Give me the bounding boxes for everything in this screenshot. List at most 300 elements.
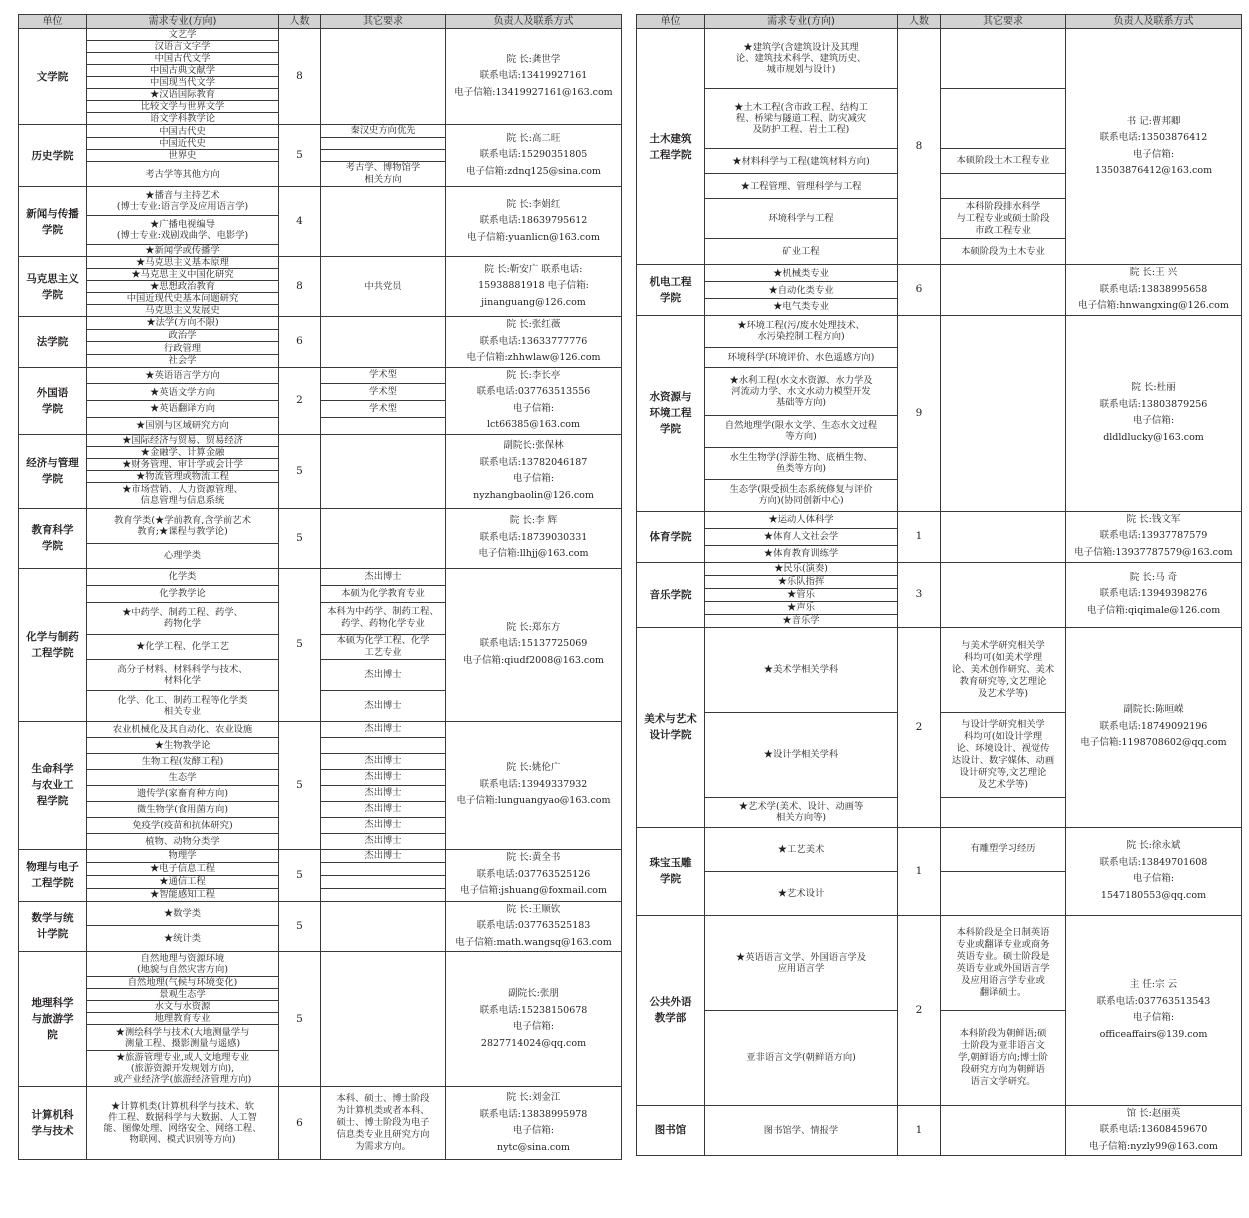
major-cell: ★艺术学(美术、设计、动画等 相关方向等) <box>705 797 898 827</box>
other-requirement <box>321 888 446 901</box>
contact-line: 联系电话:037763513543 <box>1096 995 1211 1007</box>
contact-info <box>1066 627 1242 827</box>
contact-line: officeaffairs@139.com <box>1099 1028 1208 1040</box>
major-cell: ★旅游管理专业,或人文地理专业 (旅游资源开发规划方向), 或产业经济学(旅游经济管理方向) <box>87 1051 279 1087</box>
other-requirement <box>941 511 1066 562</box>
other-requirement <box>321 138 446 150</box>
major-cell: ★体育教育训练学 <box>705 545 898 562</box>
left-table-panel <box>18 14 622 1160</box>
table-row <box>637 827 1242 871</box>
major-cell: 化学、化工、制药工程等化学类 相关专业 <box>87 690 279 721</box>
other-requirement <box>321 952 446 1087</box>
contact-line: dldldlucky@163.com <box>1103 431 1204 443</box>
headcount: 8 <box>898 29 941 265</box>
major-cell: 水文与水资源 <box>87 1001 279 1013</box>
other-requirement: 杰出博士 <box>321 785 446 801</box>
major-cell: 化学类 <box>87 568 279 585</box>
contact-line: 联系电话:15238150678 <box>479 1004 588 1016</box>
other-requirement: 学术型 <box>321 384 446 401</box>
contact-info <box>446 901 622 952</box>
contact-info <box>446 568 622 721</box>
headcount: 3 <box>898 562 941 627</box>
other-requirement <box>941 797 1066 827</box>
major-cell: ★财务管理、审计学或会计学 <box>87 458 279 470</box>
major-cell: 比较文学与世界文学 <box>87 101 279 113</box>
headcount: 8 <box>279 29 321 125</box>
other-requirement <box>321 875 446 888</box>
major-cell: ★英语文学方向 <box>87 384 279 401</box>
contact-line: 电子信箱:qiudf2008@163.com <box>463 654 604 666</box>
contact-line: 电子信箱:hnwangxing@126.com <box>1078 300 1229 311</box>
other-requirement: 秦汉史方向优先 <box>321 125 446 138</box>
contact-info <box>1066 827 1242 915</box>
unit-name: 教育科学 学院 <box>19 508 87 568</box>
headcount: 1 <box>898 827 941 915</box>
unit-name: 图书馆 <box>637 1105 705 1156</box>
contact-person: 院 长:李娟红 <box>506 198 561 210</box>
major-cell: ★管乐 <box>705 588 898 601</box>
contact-info <box>446 952 622 1087</box>
unit-name: 机电工程 学院 <box>637 265 705 316</box>
major-cell: 教育学类(★学前教育,含学前艺术 教育;★课程与教学论) <box>87 508 279 543</box>
table-row <box>637 627 1242 712</box>
major-cell: 自然地理学(限水文学、生态水文过程 等方向) <box>705 415 898 447</box>
contact-line: 电子信箱:1198708602@qq.com <box>1080 737 1227 749</box>
contact-line: 电子信箱: <box>1132 415 1175 426</box>
major-cell: ★英语翻译方向 <box>87 401 279 418</box>
other-requirement: 本硕为化学工程、化学 工艺专业 <box>321 634 446 659</box>
contact-info <box>446 1087 622 1160</box>
header-major: 需求专业(方向) <box>87 15 279 29</box>
major-cell: 环境科学与工程 <box>705 199 898 239</box>
contact-line: 联系电话:13838995658 <box>1099 283 1208 295</box>
other-requirement: 杰出博士 <box>321 817 446 833</box>
headcount: 6 <box>279 317 321 368</box>
contact-line: 电子信箱: <box>1132 1012 1175 1023</box>
other-requirement <box>941 89 1066 149</box>
contact-line: 电子信箱: <box>512 1021 555 1032</box>
contact-person: 院 长:徐永斌 <box>1126 840 1181 851</box>
contact-line: 联系电话:18739030331 <box>479 531 588 543</box>
other-requirement <box>321 508 446 568</box>
table-row <box>637 562 1242 575</box>
contact-person: 主 任:宗 云 <box>1129 979 1178 990</box>
other-requirement <box>941 265 1066 316</box>
major-cell: ★生物教学论 <box>87 737 279 753</box>
contact-person: 书 记:曹邦卿 <box>1126 115 1181 127</box>
unit-name: 地理科学 与旅游学 院 <box>19 952 87 1087</box>
table-row <box>19 29 622 41</box>
major-cell: ★国际经济与贸易、贸易经济 <box>87 434 279 446</box>
major-cell: ★运动人体科学 <box>705 511 898 528</box>
header-unit: 单位 <box>637 15 705 29</box>
other-requirement <box>321 901 446 952</box>
header-major: 需求专业(方向) <box>705 15 898 29</box>
contact-info <box>1066 562 1242 627</box>
other-requirement: 中共党员 <box>321 257 446 317</box>
contact-person: 院 长:李 辉 <box>509 515 558 527</box>
major-cell: ★广播电视编导 (博士专业:戏剧戏曲学、电影学) <box>87 216 279 245</box>
table-row <box>19 367 622 384</box>
headcount: 5 <box>279 568 321 721</box>
contact-info <box>1066 265 1242 316</box>
major-cell: ★自动化类专业 <box>705 282 898 299</box>
major-cell: 马克思主义发展史 <box>87 305 279 317</box>
other-requirement <box>941 562 1066 627</box>
contact-line: lct66385@163.com <box>486 419 581 430</box>
contact-info <box>446 434 622 508</box>
contact-line: 电子信箱:zdnq125@sina.com <box>466 165 601 177</box>
contact-info <box>1066 29 1242 265</box>
contact-line: 电子信箱: <box>512 1125 555 1136</box>
major-cell: 中国古典文献学 <box>87 65 279 77</box>
other-requirement: 考古学、博物馆学 相关方向 <box>321 162 446 187</box>
contact-line: jinanguang@126.com <box>481 296 586 308</box>
unit-name: 物理与电子 工程学院 <box>19 849 87 901</box>
other-requirement <box>941 29 1066 89</box>
header-count: 人数 <box>279 15 321 29</box>
contact-line: 电子信箱: <box>512 473 555 484</box>
headcount: 5 <box>279 434 321 508</box>
table-row <box>637 1105 1242 1156</box>
contact-line: 电子信箱: <box>512 402 555 414</box>
contact-info <box>1066 915 1242 1105</box>
other-requirement: 本硕为化学教育专业 <box>321 585 446 602</box>
major-cell: ★体育人文社会学 <box>705 528 898 545</box>
contact-line: 1547180553@qq.com <box>1100 889 1207 901</box>
major-cell: 文艺学 <box>87 29 279 41</box>
other-requirement: 杰出博士 <box>321 659 446 690</box>
contact-info <box>446 508 622 568</box>
other-requirement: 杰出博士 <box>321 690 446 721</box>
headcount: 2 <box>279 367 321 434</box>
major-cell: ★统计类 <box>87 925 279 951</box>
other-requirement: 杰出博士 <box>321 568 446 585</box>
unit-name: 体育学院 <box>637 511 705 562</box>
major-cell: ★数学类 <box>87 901 279 925</box>
contact-line: 电子信箱:math.wangsq@163.com <box>455 936 612 948</box>
other-requirement <box>941 871 1066 915</box>
unit-name: 公共外语 教学部 <box>637 915 705 1105</box>
contact-person: 院 长:马 奇 <box>1129 571 1178 583</box>
unit-name: 珠宝玉雕 学院 <box>637 827 705 915</box>
major-cell: ★法学(方向不限) <box>87 317 279 330</box>
contact-line: 联系电话:13937787579 <box>1099 530 1208 542</box>
contact-line: 联系电话:18639795612 <box>479 215 588 227</box>
headcount: 1 <box>898 511 941 562</box>
other-requirement: 有雕塑学习经历 <box>941 827 1066 871</box>
contact-line: 联系电话:037763525183 <box>476 920 591 931</box>
table-row <box>637 265 1242 282</box>
contact-line: 联系电话:15137725069 <box>479 638 588 650</box>
major-cell: ★设计学相关学科 <box>705 712 898 797</box>
table-row <box>19 1087 622 1160</box>
contact-person: 副院长:张朋 <box>508 988 559 999</box>
contact-line: 联系电话:15290351805 <box>479 149 588 161</box>
other-requirement: 杰出博士 <box>321 769 446 785</box>
unit-name: 经济与管理 学院 <box>19 434 87 508</box>
major-cell: ★中药学、制药工程、药学、 药物化学 <box>87 602 279 634</box>
major-cell: ★播音与主持艺术 (博士专业:语言学及应用语言学) <box>87 187 279 216</box>
contact-person: 院 长:李长亭 <box>506 369 561 381</box>
major-cell: 遗传学(家畜育种方向) <box>87 785 279 801</box>
header-contact: 负责人及联系方式 <box>1066 15 1242 29</box>
header-contact: 负责人及联系方式 <box>446 15 622 29</box>
table-row <box>19 721 622 737</box>
contact-info <box>446 257 622 317</box>
header-other: 其它要求 <box>941 15 1066 29</box>
headcount: 5 <box>279 508 321 568</box>
other-requirement: 本硕阶段为土木专业 <box>941 239 1066 265</box>
contact-line: 联系电话:18749092196 <box>1099 720 1208 732</box>
headcount: 5 <box>279 952 321 1087</box>
major-cell: ★化学工程、化学工艺 <box>87 634 279 659</box>
contact-person: 院 长:王顺钦 <box>506 903 561 915</box>
major-cell: ★马克思主义中国化研究 <box>87 269 279 281</box>
major-cell: ★新闻学或传播学 <box>87 245 279 257</box>
contact-person: 馆 长:赵丽英 <box>1126 1107 1181 1119</box>
contact-line: 联系电话:13782046187 <box>479 456 588 468</box>
other-requirement: 与美术学研究相关学 科均可(如美术学理 论、美术创作研究、美术 教育研究等,文艺理论 及艺术学等) <box>941 627 1066 712</box>
contact-line: 电子信箱:yuanlicn@163.com <box>467 231 600 243</box>
contact-line: 联系电话:13949337932 <box>479 778 588 790</box>
right-table-panel <box>636 14 1242 1156</box>
major-cell: 化学教学论 <box>87 585 279 602</box>
other-requirement: 与设计学研究相关学 科均可(如设计学理 论、环境设计、视觉传 达设计、数字媒体、动画 设计研究等,文艺理论 及艺术学等) <box>941 712 1066 797</box>
contact-line: 2827714024@qq.com <box>480 1037 587 1049</box>
table-row <box>19 901 622 925</box>
unit-name: 外国语 学院 <box>19 367 87 434</box>
contact-line: 电子信箱:nyzly99@163.com <box>1089 1140 1218 1152</box>
unit-name: 水资源与 环境工程 学院 <box>637 315 705 511</box>
contact-line: 电子信箱:13419927161@163.com <box>454 86 613 98</box>
major-cell: ★电子信息工程 <box>87 862 279 875</box>
contact-info <box>1066 315 1242 511</box>
headcount: 5 <box>279 849 321 901</box>
major-cell: 水生生物学(浮游生物、底栖生物、 鱼类等方向) <box>705 447 898 479</box>
contact-line: nytc@sina.com <box>497 1141 570 1153</box>
contact-line: 电子信箱:jshuang@foxmail.com <box>459 885 608 897</box>
major-cell: ★土木工程(含市政工程、结构工 程、桥梁与隧道工程、防灾减灾 及防护工程、岩土工程) <box>705 89 898 149</box>
major-cell: ★音乐学 <box>705 614 898 627</box>
contact-line: 联系电话:13838995978 <box>479 1108 588 1120</box>
major-cell: ★测绘科学与技术(大地测量学与 测量工程、摄影测量与遥感) <box>87 1025 279 1051</box>
contact-info <box>446 317 622 368</box>
major-cell: ★英语语言文学、外国语言学及 应用语言学 <box>705 915 898 1010</box>
major-cell: 世界史 <box>87 150 279 162</box>
other-requirement <box>321 434 446 508</box>
headcount: 5 <box>279 721 321 849</box>
major-cell: ★计算机类(计算机科学与技术、软 件工程、数据科学与大数据、人工智 能、图像处理、网络安全、网络工程、 物联网、模式识别等方向) <box>87 1087 279 1160</box>
contact-info <box>1066 511 1242 562</box>
major-cell: 中国古代文学 <box>87 53 279 65</box>
table-header-row <box>637 15 1242 29</box>
contact-person: 院 长:钱文军 <box>1126 513 1181 525</box>
unit-name: 新闻与传播 学院 <box>19 187 87 257</box>
major-cell: ★乐队指挥 <box>705 575 898 588</box>
major-cell: ★环境工程(污/废水处理技术、 水污染控制工程方向) <box>705 315 898 347</box>
other-requirement: 杰出博士 <box>321 753 446 769</box>
unit-name: 生命科学 与农业工 程学院 <box>19 721 87 849</box>
major-cell: 自然地理与资源环境 (地貌与自然灾害方向) <box>87 952 279 977</box>
major-cell: ★通信工程 <box>87 875 279 888</box>
contact-line: 联系电话:13503876412 <box>1099 132 1208 143</box>
other-requirement: 本硕阶段土木工程专业 <box>941 149 1066 174</box>
unit-name: 土木建筑 工程学院 <box>637 29 705 265</box>
major-cell: ★工艺美术 <box>705 827 898 871</box>
other-requirement <box>321 417 446 434</box>
contact-info <box>446 187 622 257</box>
other-requirement: 本科为中药学、制药工程、 药学、药物化学专业 <box>321 602 446 634</box>
table-row <box>19 317 622 330</box>
other-requirement <box>321 737 446 753</box>
other-requirement: 杰出博士 <box>321 801 446 817</box>
table-row <box>19 849 622 862</box>
unit-name: 计算机科 学与技术 <box>19 1087 87 1160</box>
contact-info <box>446 125 622 187</box>
contact-line: 电子信箱:13937787579@163.com <box>1074 546 1233 558</box>
unit-name: 美术与艺术 设计学院 <box>637 627 705 827</box>
major-cell: ★艺术设计 <box>705 871 898 915</box>
headcount: 2 <box>898 915 941 1105</box>
other-requirement: 杰出博士 <box>321 833 446 849</box>
unit-name: 文学院 <box>19 29 87 125</box>
contact-person: 院 长:刘金江 <box>506 1092 561 1103</box>
contact-person: 副院长:张保林 <box>503 440 564 451</box>
contact-line: 电子信箱: <box>1132 148 1175 160</box>
table-row <box>19 568 622 585</box>
header-count: 人数 <box>898 15 941 29</box>
major-cell: 政治学 <box>87 329 279 342</box>
other-requirement: 本科阶段为朝鲜语;硕 士阶段为亚非语言文 学,朝鲜语方向;博士阶 段研究方向为朝鲜语 语言文学研究。 <box>941 1010 1066 1105</box>
table-row <box>19 434 622 446</box>
other-requirement <box>321 862 446 875</box>
major-cell: 微生物学(食用菌方向) <box>87 801 279 817</box>
other-requirement <box>321 29 446 125</box>
contact-person: 院 长:高二旺 <box>506 132 561 144</box>
contact-line: 联系电话:037763525126 <box>476 868 591 880</box>
table-row <box>637 315 1242 347</box>
contact-person: 院 长:姚伦广 <box>506 762 561 774</box>
other-requirement <box>941 174 1066 199</box>
major-cell: 环境科学(环境评价、水色遥感方向) <box>705 347 898 367</box>
major-cell: 中国现当代文学 <box>87 77 279 89</box>
major-cell: ★马克思主义基本原理 <box>87 257 279 269</box>
headcount: 6 <box>898 265 941 316</box>
unit-name: 化学与制药 工程学院 <box>19 568 87 721</box>
major-cell: 中国古代史 <box>87 125 279 138</box>
unit-name: 音乐学院 <box>637 562 705 627</box>
major-cell: 考古学等其他方向 <box>87 162 279 187</box>
other-requirement <box>941 1105 1066 1156</box>
major-cell: 汉语言文字学 <box>87 41 279 53</box>
contact-line: 联系电话:13608459670 <box>1099 1124 1208 1135</box>
major-cell: 生态学 <box>87 769 279 785</box>
major-cell: 语文学科教学论 <box>87 113 279 125</box>
major-cell: ★思想政治教育 <box>87 281 279 293</box>
contact-info <box>1066 1105 1242 1156</box>
major-cell: 社会学 <box>87 354 279 367</box>
table-row <box>19 508 622 543</box>
contact-line: 联系电话:13419927161 <box>479 70 588 82</box>
contact-info <box>446 849 622 901</box>
contact-line: 电子信箱:zhhwlaw@126.com <box>466 352 601 363</box>
header-other: 其它要求 <box>321 15 446 29</box>
other-requirement: 本科、硕士、博士阶段 为计算机类或者本科、 硕士、博士阶段为电子 信息类专业且研究方向 为需求方向。 <box>321 1087 446 1160</box>
major-cell: 生物工程(发酵工程) <box>87 753 279 769</box>
major-cell: 心理学类 <box>87 543 279 568</box>
major-cell: ★工程管理、管理科学与工程 <box>705 174 898 199</box>
contact-line: 联系电话:13849701608 <box>1099 856 1208 868</box>
table-row <box>19 125 622 138</box>
major-cell: 行政管理 <box>87 342 279 355</box>
other-requirement <box>941 315 1066 511</box>
major-cell: ★国别与区域研究方向 <box>87 417 279 434</box>
table-row <box>19 257 622 269</box>
headcount: 8 <box>279 257 321 317</box>
contact-person: 院 长:杜丽 <box>1131 382 1176 393</box>
major-cell: ★汉语国际教育 <box>87 89 279 101</box>
major-cell: ★金融学、计算金融 <box>87 446 279 458</box>
contact-line: 联系电话:13949398276 <box>1099 588 1208 600</box>
major-cell: ★市场营销、人力资源管理、 信息管理与信息系统 <box>87 482 279 508</box>
contact-line: 电子信箱:qiqimale@126.com <box>1086 604 1221 616</box>
major-cell: 免疫学(疫苗和抗体研究) <box>87 817 279 833</box>
table-row <box>19 952 622 977</box>
headcount: 9 <box>898 315 941 511</box>
table-row <box>637 29 1242 89</box>
major-cell: 高分子材料、材料科学与技术、 材料化学 <box>87 659 279 690</box>
major-cell: 地理教育专业 <box>87 1013 279 1025</box>
contact-line: 电子信箱:llhjj@163.com <box>478 548 589 560</box>
header-unit: 单位 <box>19 15 87 29</box>
major-cell: 生态学(限受损生态系统修复与评价 方向)(协同创新中心) <box>705 479 898 511</box>
headcount: 5 <box>279 125 321 187</box>
major-cell: ★材料科学与工程(建筑材料方向) <box>705 149 898 174</box>
other-requirement: 杰出博士 <box>321 849 446 862</box>
major-cell: ★物流管理或物流工程 <box>87 470 279 482</box>
contact-person: 副院长:陈晅嵘 <box>1123 704 1184 716</box>
major-cell: ★建筑学(含建筑设计及其理 论、建筑技术科学、建筑历史、 城市规划与设计) <box>705 29 898 89</box>
major-cell: 中国近现代史基本问题研究 <box>87 293 279 305</box>
contact-person: 院 长:靳安广 联系电话: <box>484 263 583 275</box>
contact-line: 联系电话:13803879256 <box>1099 398 1208 410</box>
headcount: 6 <box>279 1087 321 1160</box>
major-cell: 矿业工程 <box>705 239 898 265</box>
other-requirement: 本科阶段排水科学 与工程专业或硕士阶段 市政工程专业 <box>941 199 1066 239</box>
major-cell: ★美术学相关学科 <box>705 627 898 712</box>
headcount: 1 <box>898 1105 941 1156</box>
major-cell: 图书馆学、情报学 <box>705 1105 898 1156</box>
contact-person: 院 长:王 兴 <box>1129 267 1178 278</box>
contact-line: 13503876412@163.com <box>1094 165 1213 176</box>
other-requirement <box>321 150 446 162</box>
major-cell: 物理学 <box>87 849 279 862</box>
major-cell: 自然地理(气候与环境变化) <box>87 977 279 989</box>
major-cell: 植物、动物分类学 <box>87 833 279 849</box>
contact-line: 联系电话:037763513556 <box>476 386 591 397</box>
contact-person: 院 长:郑东方 <box>506 621 561 633</box>
headcount: 4 <box>279 187 321 257</box>
major-cell: ★水利工程(水文水资源、水力学及 河流动力学、水文水动力模型开发 基础等方向) <box>705 367 898 415</box>
contact-line: 电子信箱:lunguangyao@163.com <box>456 795 611 807</box>
major-cell: ★机械类专业 <box>705 265 898 282</box>
contact-person: 院 长:张红薇 <box>506 319 561 330</box>
other-requirement <box>321 187 446 257</box>
headcount: 5 <box>279 901 321 952</box>
contact-person: 院 长:龚世学 <box>506 53 561 65</box>
major-cell: ★民乐(演奏) <box>705 562 898 575</box>
